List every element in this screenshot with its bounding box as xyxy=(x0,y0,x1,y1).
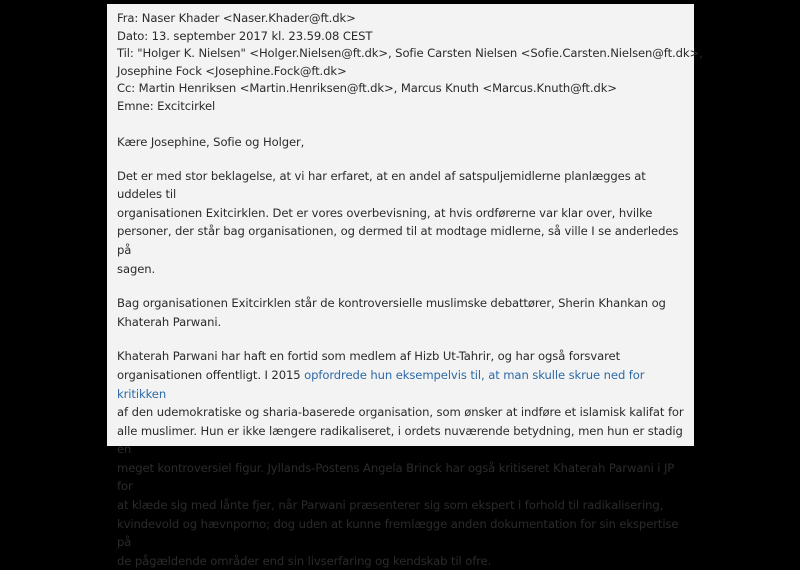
subject-line: Emne: Excitcirkel xyxy=(117,98,216,113)
paragraph-line: sagen. xyxy=(117,261,156,276)
email-greeting: Kære Josephine, Sofie og Holger, xyxy=(117,134,305,149)
email-header xyxy=(117,10,703,116)
article-link[interactable]: opfordrede hun eksempelvis til, at man skulle skrue ned for kritikken xyxy=(117,367,645,401)
paragraph-line: personer, der står bag organisationen, og dermed til at modtage midlerne, så ville I se anderledes på xyxy=(117,224,679,257)
paragraph-line xyxy=(117,366,686,403)
paragraph-line: af den udemokratiske og sharia-baserede organisation, som ønsker at indføre et islamisk kalifat for xyxy=(117,405,684,420)
paragraph-line: meget kontroversiel figur. Jyllands-Postens Angela Brinck har også kritiseret Khaterah Parwani i JP for xyxy=(117,460,675,494)
paragraph-line: Bag organisationen Exitcirklen står de kontroversielle muslimske debattører, Sherin Khankan og xyxy=(117,296,666,311)
paragraph-line: organisationen Exitcirklen. Det er vores overbevisning, at hvis ordførerne var klar over, hvilke xyxy=(117,205,653,220)
paragraph-line: Khaterah Parwani. xyxy=(117,314,222,329)
paragraph-text: organisationen offentligt. I 2015 xyxy=(117,367,305,382)
to-line: Til: "Holger K. Nielsen" <Holger.Nielsen@ft.dk>, Sofie Carsten Nielsen <Sofie.Carsten.Nielsen@ft.dk>, xyxy=(117,46,703,61)
paragraph-line: Det er med stor beklagelse, at vi har erfaret, at en andel af satspuljemidlerne planlægges at uddeles til xyxy=(117,168,646,202)
email-message xyxy=(107,4,703,568)
paragraph-line: at klæde sig med lånte fjer, når Parwani præsenterer sig som ekspert i forhold til radikalisering, xyxy=(117,498,664,513)
paragraph-line: kvindevold og hævnporno; dog uden at kunne fremlægge anden dokumentation for sin ekspertise på xyxy=(117,516,679,550)
from-line: Fra: Naser Khader <Naser.Khader@ft.dk> xyxy=(117,11,356,25)
paragraph-line: Khaterah Parwani har haft en fortid som medlem af Hizb Ut-Tahrir, og har også forsvaret xyxy=(117,349,621,364)
email-paragraph-3 xyxy=(117,347,686,570)
date-line: Dato: 13. september 2017 kl. 23.59.08 CEST xyxy=(117,28,373,43)
to-line-continued: Josephine Fock <Josephine.Fock@ft.dk> xyxy=(117,63,347,78)
email-paragraph-1 xyxy=(117,167,686,279)
paragraph-line: alle muslimer. Hun er ikke længere radikaliseret, i ordets nuværende betydning, men hun er stadig en xyxy=(117,423,683,457)
cc-line: Cc: Martin Henriksen <Martin.Henriksen@ft.dk>, Marcus Knuth <Marcus.Knuth@ft.dk> xyxy=(117,81,617,96)
email-paragraph-2 xyxy=(117,294,686,331)
paragraph-line: de pågældende områder end sin livserfaring og kendskab til ofre. xyxy=(117,553,492,568)
